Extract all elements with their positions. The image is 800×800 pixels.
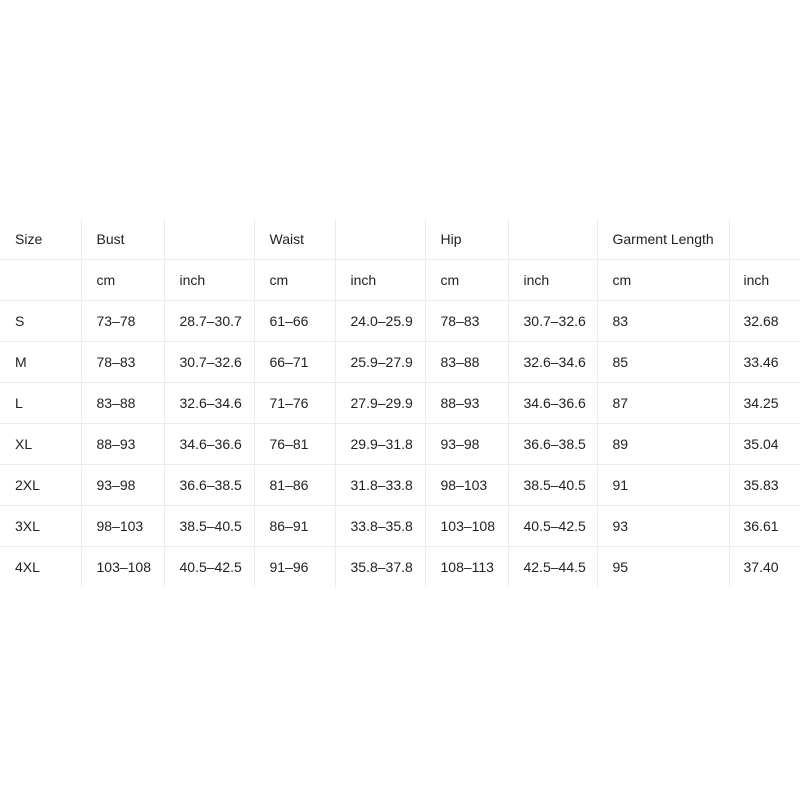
table-cell: 81–86	[254, 465, 335, 506]
table-cell: 61–66	[254, 301, 335, 342]
unit-cell	[0, 260, 81, 301]
table-cell: 29.9–31.8	[335, 424, 425, 465]
table-cell: 35.04	[729, 424, 800, 465]
table-cell: 30.7–32.6	[508, 301, 597, 342]
table-cell: 36.61	[729, 506, 800, 547]
unit-cell: cm	[425, 260, 508, 301]
table-cell: 28.7–30.7	[164, 301, 254, 342]
table-cell: 34.25	[729, 383, 800, 424]
table-cell: 32.68	[729, 301, 800, 342]
unit-cell: inch	[164, 260, 254, 301]
table-cell: 98–103	[81, 506, 164, 547]
size-label-cell: 4XL	[0, 547, 81, 588]
table-row	[0, 301, 800, 342]
table-cell: 76–81	[254, 424, 335, 465]
table-row	[0, 424, 800, 465]
table-cell: 93–98	[425, 424, 508, 465]
table-cell: 93–98	[81, 465, 164, 506]
unit-cell: cm	[81, 260, 164, 301]
table-cell: 38.5–40.5	[164, 506, 254, 547]
table-cell: 98–103	[425, 465, 508, 506]
table-cell: 88–93	[425, 383, 508, 424]
table-cell: 89	[597, 424, 729, 465]
table-row	[0, 506, 800, 547]
unit-cell: cm	[597, 260, 729, 301]
table-cell: 66–71	[254, 342, 335, 383]
size-label-cell: XL	[0, 424, 81, 465]
table-cell: 24.0–25.9	[335, 301, 425, 342]
table-cell: 40.5–42.5	[508, 506, 597, 547]
table-cell: 78–83	[81, 342, 164, 383]
table-cell: 30.7–32.6	[164, 342, 254, 383]
table-cell: 38.5–40.5	[508, 465, 597, 506]
table-cell: 25.9–27.9	[335, 342, 425, 383]
table-row	[0, 465, 800, 506]
table-cell: 32.6–34.6	[508, 342, 597, 383]
table-cell: 86–91	[254, 506, 335, 547]
table-cell: 71–76	[254, 383, 335, 424]
table-cell: 36.6–38.5	[508, 424, 597, 465]
table-cell: 27.9–29.9	[335, 383, 425, 424]
table-cell: 78–83	[425, 301, 508, 342]
size-label-cell: 2XL	[0, 465, 81, 506]
table-cell: 32.6–34.6	[164, 383, 254, 424]
unit-cell: inch	[729, 260, 800, 301]
table-cell: 42.5–44.5	[508, 547, 597, 588]
table-cell: 40.5–42.5	[164, 547, 254, 588]
table-cell: 73–78	[81, 301, 164, 342]
table-cell: 36.6–38.5	[164, 465, 254, 506]
table-cell: 91	[597, 465, 729, 506]
table-cell: 35.8–37.8	[335, 547, 425, 588]
header-cell-waist: Waist	[254, 219, 335, 260]
size-label-cell: S	[0, 301, 81, 342]
table-cell: 35.83	[729, 465, 800, 506]
table-cell: 88–93	[81, 424, 164, 465]
unit-cell: inch	[508, 260, 597, 301]
table-cell: 34.6–36.6	[508, 383, 597, 424]
unit-cell: cm	[254, 260, 335, 301]
table-cell: 87	[597, 383, 729, 424]
header-row	[0, 219, 800, 260]
table-cell: 91–96	[254, 547, 335, 588]
table-cell: 83	[597, 301, 729, 342]
table-row	[0, 342, 800, 383]
unit-row	[0, 260, 800, 301]
table-row	[0, 383, 800, 424]
unit-cell: inch	[335, 260, 425, 301]
table-cell: 31.8–33.8	[335, 465, 425, 506]
table-cell: 93	[597, 506, 729, 547]
header-cell-empty	[508, 219, 597, 260]
table-cell: 103–108	[425, 506, 508, 547]
header-cell-empty	[335, 219, 425, 260]
table-cell: 85	[597, 342, 729, 383]
header-cell-garment-length: Garment Length	[597, 219, 729, 260]
header-cell-bust: Bust	[81, 219, 164, 260]
size-label-cell: 3XL	[0, 506, 81, 547]
header-cell-size: Size	[0, 219, 81, 260]
table-cell: 83–88	[425, 342, 508, 383]
table-cell: 95	[597, 547, 729, 588]
size-label-cell: L	[0, 383, 81, 424]
header-cell-hip: Hip	[425, 219, 508, 260]
table-cell: 37.40	[743, 559, 779, 575]
table-cell: 33.8–35.8	[335, 506, 425, 547]
header-cell-empty	[729, 219, 800, 260]
size-chart-table	[0, 219, 800, 587]
size-label-cell: M	[0, 342, 81, 383]
table-cell: 34.6–36.6	[164, 424, 254, 465]
table-cell: 33.46	[729, 342, 800, 383]
table-cell: 108–113	[425, 547, 508, 588]
table-cell: 103–108	[81, 547, 164, 588]
table-cell: 83–88	[81, 383, 164, 424]
table-row	[0, 547, 800, 588]
header-cell-empty	[164, 219, 254, 260]
